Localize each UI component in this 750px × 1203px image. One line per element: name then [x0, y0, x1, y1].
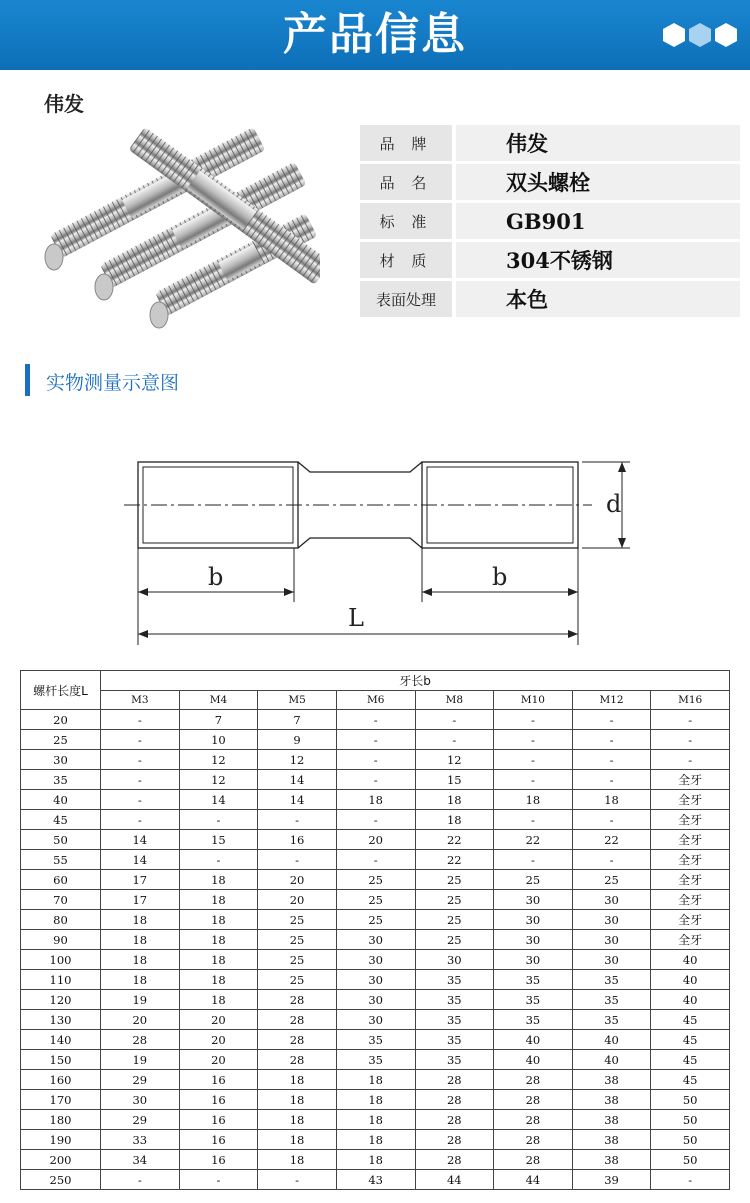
thread-length-cell: 18 — [258, 1130, 337, 1150]
thread-length-cell: 14 — [179, 790, 258, 810]
thread-length-cell: 25 — [572, 870, 651, 890]
thread-length-cell: 28 — [258, 1050, 337, 1070]
thread-length-cell: 16 — [258, 830, 337, 850]
thread-length-cell: 44 — [415, 1170, 494, 1190]
thread-length-cell: 20 — [179, 1050, 258, 1070]
thread-length-cell: 18 — [179, 890, 258, 910]
dimension-b-right-label: b — [492, 563, 508, 591]
thread-length-cell: - — [179, 1170, 258, 1190]
thread-length-cell: 30 — [494, 890, 573, 910]
thread-length-cell: 28 — [258, 1030, 337, 1050]
size-header: M16 — [651, 691, 730, 710]
thread-length-cell: 35 — [415, 1030, 494, 1050]
thread-length-cell: 45 — [651, 1070, 730, 1090]
size-header: M12 — [572, 691, 651, 710]
thread-length-cell: 44 — [494, 1170, 573, 1190]
thread-length-cell: 33 — [101, 1130, 180, 1150]
thread-length-cell: - — [336, 770, 415, 790]
thread-length-cell: 28 — [415, 1110, 494, 1130]
thread-length-cell: 25 — [415, 890, 494, 910]
section-title: 实物测量示意图 — [46, 372, 180, 394]
thread-length-cell: 40 — [651, 950, 730, 970]
bolt-length-cell: 50 — [21, 830, 101, 850]
thread-length-cell: 28 — [494, 1110, 573, 1130]
thread-length-cell: 18 — [258, 1090, 337, 1110]
thread-length-cell: - — [415, 710, 494, 730]
thread-length-cell: 全牙 — [651, 870, 730, 890]
size-header: M6 — [336, 691, 415, 710]
thread-length-cell: 50 — [651, 1150, 730, 1170]
thread-length-cell: - — [494, 770, 573, 790]
right-thread-section — [422, 462, 578, 548]
thread-length-cell: 28 — [415, 1070, 494, 1090]
thread-length-cell: - — [101, 730, 180, 750]
thread-length-cell: - — [336, 750, 415, 770]
thread-length-cell: 35 — [336, 1030, 415, 1050]
hexagon-decoration — [662, 22, 742, 48]
thread-length-cell: 35 — [415, 990, 494, 1010]
thread-length-cell: 22 — [494, 830, 573, 850]
thread-length-cell: 全牙 — [651, 790, 730, 810]
table-row — [21, 870, 730, 890]
info-label: 品 牌 — [360, 125, 452, 161]
thread-length-cell: 40 — [651, 970, 730, 990]
thread-length-cell: - — [651, 710, 730, 730]
thread-length-cell: 18 — [101, 950, 180, 970]
hexagon-icon — [688, 22, 712, 48]
thread-length-cell: 28 — [258, 1010, 337, 1030]
thread-length-cell: 12 — [258, 750, 337, 770]
info-label: 品 名 — [360, 164, 452, 200]
thread-length-cell: - — [415, 730, 494, 750]
thread-length-cell: - — [572, 750, 651, 770]
bolt-length-cell: 80 — [21, 910, 101, 930]
thread-length-cell: 35 — [572, 970, 651, 990]
table-row — [21, 930, 730, 950]
thread-length-cell: 15 — [415, 770, 494, 790]
bolt-length-cell: 20 — [21, 710, 101, 730]
shank-top — [298, 462, 422, 472]
thread-length-cell: 7 — [179, 710, 258, 730]
thread-length-cell: 18 — [336, 1070, 415, 1090]
thread-length-cell: 28 — [101, 1030, 180, 1050]
thread-length-cell: - — [336, 850, 415, 870]
size-header: M10 — [494, 691, 573, 710]
thread-length-cell: 25 — [258, 930, 337, 950]
info-row — [360, 203, 740, 239]
thread-length-cell: 19 — [101, 1050, 180, 1070]
bolt-length-cell: 130 — [21, 1010, 101, 1030]
thread-length-cell: 35 — [572, 1010, 651, 1030]
thread-length-cell: 14 — [101, 850, 180, 870]
info-row — [360, 164, 740, 200]
size-header: M8 — [415, 691, 494, 710]
thread-length-cell: 30 — [336, 930, 415, 950]
bolt-length-cell: 150 — [21, 1050, 101, 1070]
section-accent-bar — [25, 364, 30, 396]
info-label: 表面处理 — [360, 281, 452, 317]
thread-length-cell: 35 — [494, 970, 573, 990]
thread-length-cell: 9 — [258, 730, 337, 750]
table-row — [21, 910, 730, 930]
thread-length-cell: 18 — [101, 930, 180, 950]
thread-length-cell: - — [258, 810, 337, 830]
thread-length-cell: - — [572, 850, 651, 870]
thread-length-cell: 18 — [336, 1130, 415, 1150]
size-header: M4 — [179, 691, 258, 710]
thread-length-cell: 35 — [572, 990, 651, 1010]
bolt-length-cell: 90 — [21, 930, 101, 950]
thread-length-cell: 30 — [101, 1090, 180, 1110]
thread-length-cell: 22 — [415, 830, 494, 850]
thread-length-cell: 28 — [494, 1130, 573, 1150]
thread-length-cell: 22 — [415, 850, 494, 870]
thread-length-cell: 38 — [572, 1070, 651, 1090]
thread-length-cell: 30 — [494, 950, 573, 970]
table-row — [21, 950, 730, 970]
thread-length-cell: - — [572, 710, 651, 730]
thread-length-cell: 50 — [651, 1130, 730, 1150]
thread-length-cell: - — [101, 750, 180, 770]
dimension-b-left-label: b — [208, 563, 224, 591]
thread-length-cell: 25 — [336, 870, 415, 890]
bolt-length-cell: 70 — [21, 890, 101, 910]
thread-length-cell: 35 — [494, 990, 573, 1010]
thread-length-cell: - — [101, 1170, 180, 1190]
thread-length-cell: 34 — [101, 1150, 180, 1170]
thread-length-cell: 全牙 — [651, 930, 730, 950]
thread-length-cell: 25 — [415, 930, 494, 950]
thread-length-cell: 30 — [494, 930, 573, 950]
thread-length-cell: 50 — [651, 1110, 730, 1130]
product-info-table — [360, 122, 740, 320]
thread-length-cell: 40 — [572, 1030, 651, 1050]
thread-length-cell: 18 — [101, 910, 180, 930]
thread-length-cell: 35 — [336, 1050, 415, 1070]
thread-length-cell: 12 — [415, 750, 494, 770]
thread-length-cell: 30 — [572, 930, 651, 950]
thread-length-cell: 18 — [258, 1070, 337, 1090]
thread-length-cell: 35 — [494, 1010, 573, 1030]
thread-length-cell: 全牙 — [651, 830, 730, 850]
shank-bottom — [298, 538, 422, 548]
header-thread-length: 牙长b — [101, 671, 730, 691]
thread-length-cell: 17 — [101, 890, 180, 910]
thread-length-cell: 18 — [179, 990, 258, 1010]
thread-length-cell: - — [651, 750, 730, 770]
thread-length-cell: 29 — [101, 1070, 180, 1090]
thread-length-cell: 30 — [336, 970, 415, 990]
thread-length-cell: - — [651, 1170, 730, 1190]
thread-length-cell: 18 — [179, 910, 258, 930]
table-row — [21, 1090, 730, 1110]
table-row — [21, 970, 730, 990]
thread-length-cell: - — [494, 750, 573, 770]
thread-length-cell: 28 — [415, 1090, 494, 1110]
thread-length-cell: 28 — [415, 1150, 494, 1170]
thread-length-cell: - — [336, 730, 415, 750]
bolt-length-cell: 120 — [21, 990, 101, 1010]
bolt-length-cell: 200 — [21, 1150, 101, 1170]
bolt-length-cell: 110 — [21, 970, 101, 990]
thread-length-cell: 30 — [415, 950, 494, 970]
thread-length-cell: - — [258, 850, 337, 870]
dimension-d-label: d — [606, 490, 622, 518]
info-row — [360, 125, 740, 161]
thread-length-cell: 45 — [651, 1050, 730, 1070]
thread-length-cell: 39 — [572, 1170, 651, 1190]
thread-length-cell: 全牙 — [651, 850, 730, 870]
size-header: M3 — [101, 691, 180, 710]
thread-length-cell: 18 — [179, 930, 258, 950]
thread-length-cell: 25 — [258, 950, 337, 970]
table-row — [21, 1030, 730, 1050]
threaded-stud-bolts-photo — [40, 115, 320, 335]
hexagon-icon — [714, 22, 738, 48]
thread-length-cell: 18 — [494, 790, 573, 810]
info-value: 本色 — [456, 281, 740, 317]
thread-length-cell: 40 — [494, 1050, 573, 1070]
thread-length-cell: 15 — [179, 830, 258, 850]
info-label: 标 准 — [360, 203, 452, 239]
info-row — [360, 242, 740, 278]
table-row — [21, 770, 730, 790]
thread-length-cell: 30 — [336, 950, 415, 970]
info-value: 伟发 — [456, 125, 740, 161]
thread-length-cell: 30 — [572, 950, 651, 970]
table-row — [21, 1130, 730, 1150]
thread-length-cell: 18 — [415, 790, 494, 810]
thread-length-cell: 28 — [494, 1150, 573, 1170]
thread-length-cell: 全牙 — [651, 810, 730, 830]
thread-length-cell: 30 — [494, 910, 573, 930]
brand-label: 伟发 — [44, 92, 84, 116]
thread-length-cell: 18 — [258, 1150, 337, 1170]
table-row — [21, 710, 730, 730]
thread-length-cell: 40 — [494, 1030, 573, 1050]
thread-length-cell: 38 — [572, 1090, 651, 1110]
bolt-length-cell: 30 — [21, 750, 101, 770]
thread-length-cell: 16 — [179, 1090, 258, 1110]
thread-length-cell: 10 — [179, 730, 258, 750]
thread-length-cell: - — [336, 810, 415, 830]
bolt-length-cell: 180 — [21, 1110, 101, 1130]
thread-length-cell: 28 — [494, 1090, 573, 1110]
table-row — [21, 1010, 730, 1030]
thread-length-cell: 25 — [415, 910, 494, 930]
thread-length-cell: 35 — [415, 970, 494, 990]
bolt-length-cell: 55 — [21, 850, 101, 870]
thread-length-cell: - — [494, 810, 573, 830]
thread-length-cell: 全牙 — [651, 910, 730, 930]
thread-length-cell: 43 — [336, 1170, 415, 1190]
bolt-length-cell: 25 — [21, 730, 101, 750]
thread-length-cell: 14 — [258, 790, 337, 810]
thread-length-cell: 38 — [572, 1110, 651, 1130]
thread-length-cell: 25 — [494, 870, 573, 890]
thread-length-cell: 28 — [494, 1070, 573, 1090]
thread-length-cell: 16 — [179, 1070, 258, 1090]
thread-length-cell: 20 — [336, 830, 415, 850]
thread-length-cell: 28 — [415, 1130, 494, 1150]
thread-length-cell: 25 — [258, 910, 337, 930]
thread-length-cell: - — [572, 810, 651, 830]
thread-length-cell: - — [651, 730, 730, 750]
table-row — [21, 830, 730, 850]
info-value: GB901 — [456, 203, 740, 239]
thread-length-cell: 18 — [179, 970, 258, 990]
bolt-length-cell: 45 — [21, 810, 101, 830]
thread-length-cell: 16 — [179, 1110, 258, 1130]
thread-length-cell: 35 — [415, 1010, 494, 1030]
thread-length-cell: 22 — [572, 830, 651, 850]
thread-length-cell: 30 — [572, 890, 651, 910]
thread-length-spec-table — [20, 670, 730, 1190]
thread-length-cell: - — [494, 850, 573, 870]
thread-length-cell: 18 — [179, 870, 258, 890]
bolt-length-cell: 170 — [21, 1090, 101, 1110]
thread-length-cell: - — [572, 730, 651, 750]
table-row — [21, 1170, 730, 1190]
thread-length-cell: - — [101, 810, 180, 830]
thread-length-cell: 18 — [572, 790, 651, 810]
thread-length-cell: 20 — [258, 870, 337, 890]
table-row — [21, 1050, 730, 1070]
table-row — [21, 790, 730, 810]
thread-length-cell: 18 — [415, 810, 494, 830]
table-row — [21, 1110, 730, 1130]
thread-length-cell: - — [101, 790, 180, 810]
thread-length-cell: 18 — [179, 950, 258, 970]
thread-length-cell: 30 — [572, 910, 651, 930]
thread-length-cell: 16 — [179, 1150, 258, 1170]
hexagon-icon — [662, 22, 686, 48]
thread-length-cell: 25 — [336, 910, 415, 930]
thread-length-cell: 18 — [336, 1090, 415, 1110]
table-row — [21, 730, 730, 750]
thread-length-cell: 20 — [179, 1030, 258, 1050]
thread-length-cell: 45 — [651, 1030, 730, 1050]
thread-length-cell: 30 — [336, 990, 415, 1010]
thread-length-cell: 30 — [336, 1010, 415, 1030]
table-row — [21, 1070, 730, 1090]
thread-length-cell: 25 — [415, 870, 494, 890]
thread-length-cell: 20 — [179, 1010, 258, 1030]
thread-length-cell: - — [179, 810, 258, 830]
thread-length-cell: 20 — [258, 890, 337, 910]
thread-length-cell: 16 — [179, 1130, 258, 1150]
thread-length-cell: 25 — [258, 970, 337, 990]
thread-length-cell: 7 — [258, 710, 337, 730]
thread-length-cell: 40 — [572, 1050, 651, 1070]
thread-length-cell: 17 — [101, 870, 180, 890]
dimension-L-label: L — [348, 604, 364, 632]
info-value: 双头螺栓 — [456, 164, 740, 200]
size-header: M5 — [258, 691, 337, 710]
thread-length-cell: 18 — [336, 1110, 415, 1130]
thread-length-cell: 38 — [572, 1150, 651, 1170]
thread-length-cell: 18 — [101, 970, 180, 990]
thread-length-cell: 14 — [101, 830, 180, 850]
thread-length-cell: - — [101, 770, 180, 790]
thread-length-cell: 38 — [572, 1130, 651, 1150]
measurement-diagram — [110, 440, 640, 660]
thread-length-cell: 29 — [101, 1110, 180, 1130]
thread-length-cell: 28 — [258, 990, 337, 1010]
table-row — [21, 890, 730, 910]
bolt-length-cell: 250 — [21, 1170, 101, 1190]
thread-length-cell: 20 — [101, 1010, 180, 1030]
bolt-length-cell: 140 — [21, 1030, 101, 1050]
bolt-length-cell: 190 — [21, 1130, 101, 1150]
thread-length-cell: 19 — [101, 990, 180, 1010]
thread-length-cell: - — [101, 710, 180, 730]
thread-length-cell: 12 — [179, 770, 258, 790]
bolt-length-cell: 40 — [21, 790, 101, 810]
header-bolt-length: 螺杆长度L — [21, 671, 101, 710]
table-row — [21, 810, 730, 830]
info-label: 材 质 — [360, 242, 452, 278]
table-row — [21, 1150, 730, 1170]
thread-length-cell: 35 — [415, 1050, 494, 1070]
thread-length-cell: 12 — [179, 750, 258, 770]
thread-length-cell: 18 — [258, 1110, 337, 1130]
thread-length-cell: - — [336, 710, 415, 730]
table-row — [21, 990, 730, 1010]
info-value: 304不锈钢 — [456, 242, 740, 278]
bolt-length-cell: 160 — [21, 1070, 101, 1090]
thread-length-cell: 50 — [651, 1090, 730, 1110]
thread-length-cell: - — [572, 770, 651, 790]
thread-length-cell: - — [258, 1170, 337, 1190]
thread-length-cell: - — [179, 850, 258, 870]
bolt-length-cell: 35 — [21, 770, 101, 790]
thread-length-cell: 14 — [258, 770, 337, 790]
info-row — [360, 281, 740, 317]
table-row — [21, 750, 730, 770]
thread-length-cell: 18 — [336, 790, 415, 810]
page-title: 产品信息 — [283, 9, 467, 60]
thread-length-cell: 全牙 — [651, 770, 730, 790]
thread-length-cell: - — [494, 730, 573, 750]
thread-length-cell: 18 — [336, 1150, 415, 1170]
table-row — [21, 850, 730, 870]
thread-length-cell: 40 — [651, 990, 730, 1010]
thread-length-cell: 25 — [336, 890, 415, 910]
bolt-length-cell: 60 — [21, 870, 101, 890]
bolt-length-cell: 100 — [21, 950, 101, 970]
thread-length-cell: 全牙 — [651, 890, 730, 910]
thread-length-cell: - — [494, 710, 573, 730]
thread-length-cell: 45 — [651, 1010, 730, 1030]
